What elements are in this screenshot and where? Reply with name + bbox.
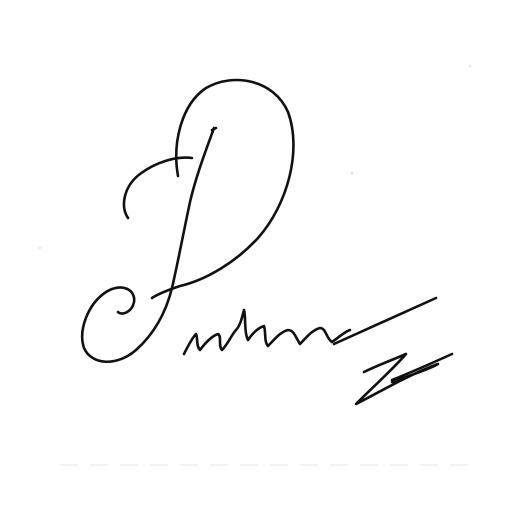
scan-edge: [60, 464, 480, 466]
signature-stroke-p-bowl: [152, 80, 293, 298]
signature-stroke-letters: [184, 310, 350, 354]
signature-stroke-p-hook: [124, 158, 192, 218]
signature-stroke-p-stem: [82, 128, 214, 362]
signature-stroke-flourish-long: [334, 298, 436, 344]
paper-specks: [39, 65, 471, 249]
signature-stroke-tick: [212, 128, 216, 130]
